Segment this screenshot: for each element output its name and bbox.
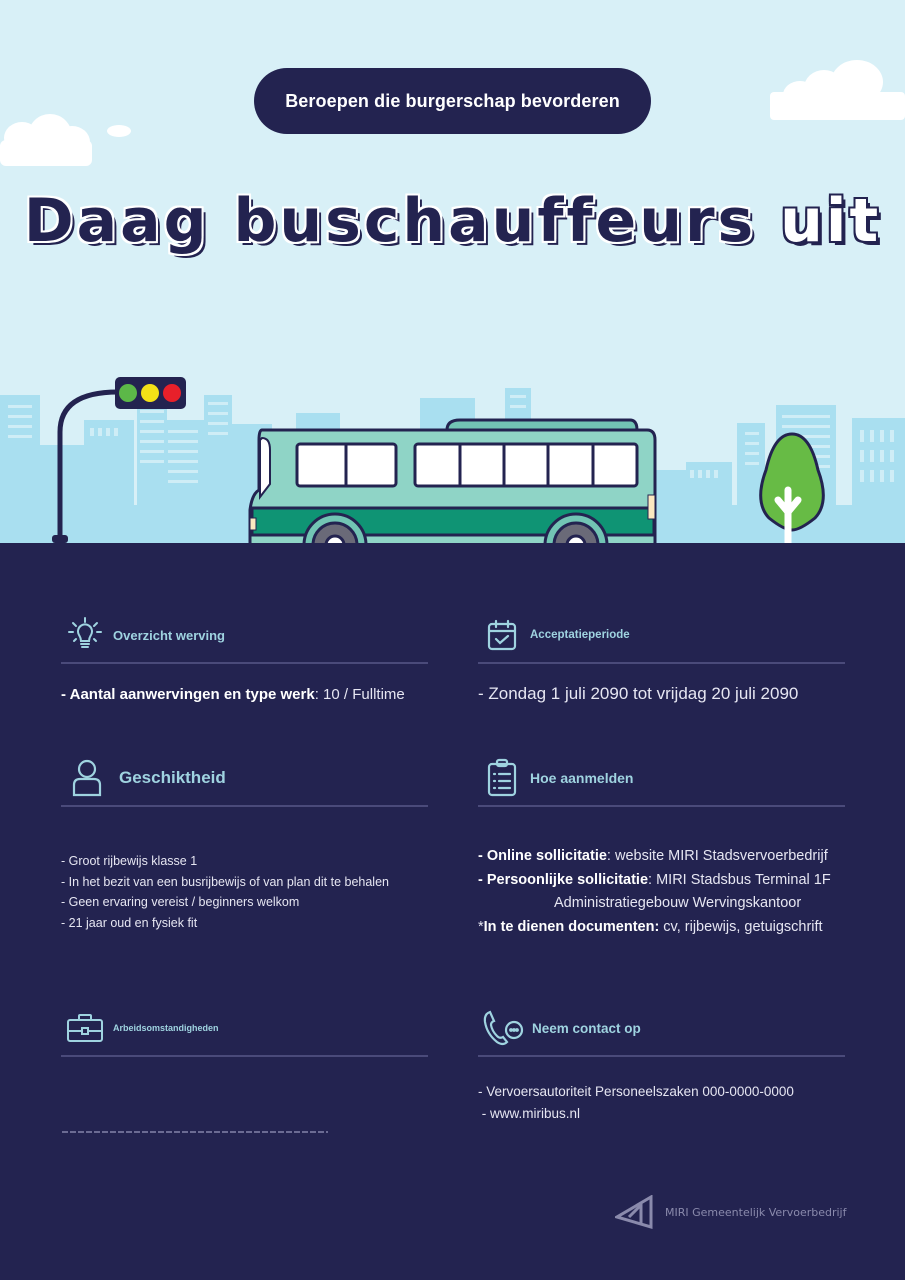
page-title <box>0 186 905 256</box>
divider <box>61 662 428 664</box>
title-main: Daag buschauffeurs <box>23 186 781 256</box>
calendar-check-icon <box>482 615 522 655</box>
org-name: MIRI Gemeentelijk Vervoerbedrijf <box>665 1205 847 1219</box>
section-title: Neem contact op <box>532 1020 641 1036</box>
divider <box>478 1055 845 1057</box>
divider <box>478 662 845 664</box>
list-item: - Geen ervaring vereist / beginners welkom <box>61 895 300 909</box>
title-highlight: uit <box>780 186 882 256</box>
section-neem-contact-op <box>478 1005 845 1124</box>
list-item: - 21 jaar oud en fysiek fit <box>61 915 198 930</box>
bus-icon <box>250 420 655 543</box>
section-title: Arbeidsomstandigheden <box>113 1023 219 1033</box>
divider <box>61 1055 428 1057</box>
section-overzicht-werving <box>61 612 428 703</box>
list-item: - Vervoersautoriteit Personeelszaken 000-0000-0000 <box>478 1084 794 1099</box>
list-item: - Groot rijbewijs klasse 1 <box>61 854 198 868</box>
section-acceptatieperiode <box>478 612 845 704</box>
sky-background <box>0 0 905 543</box>
list-item: - Zondag 1 juli 2090 tot vrijdag 20 juli 2090 <box>478 684 799 703</box>
footer-brand <box>615 1195 846 1229</box>
list-item: - Aantal aanwervingen en type werk: 10 / Fulltime <box>61 686 405 703</box>
section-title: Geschiktheid <box>119 768 226 787</box>
list-item: - Online sollicitatie: website MIRI Stadsvervoerbedrijf <box>478 848 828 864</box>
divider <box>478 805 845 807</box>
category-pill <box>254 68 651 134</box>
section-title: Acceptatieperiode <box>530 629 630 641</box>
fineprint-text <box>62 1131 328 1133</box>
section-arbeidsomstandigheden <box>61 1005 428 1057</box>
list-item: Administratiegebouw Wervingskantoor <box>554 895 802 911</box>
briefcase-icon <box>65 1008 105 1048</box>
section-title: Overzicht werving <box>113 627 225 643</box>
clipboard-list-icon <box>482 758 522 798</box>
list-item: - Persoonlijke sollicitatie: MIRI Stadsbus Terminal 1F <box>478 871 831 888</box>
list-item: - In het bezit van een busrijbewijs of van plan dit te behalen <box>61 874 389 889</box>
list-item: *In te dienen documenten: cv, rijbewijs, getuigschrift <box>478 918 823 935</box>
section-hoe-aanmelden <box>478 755 845 939</box>
divider <box>61 805 428 807</box>
website-link[interactable]: - www.miribus.nl <box>478 1105 581 1121</box>
phone-chat-icon <box>480 1008 526 1048</box>
person-icon <box>67 758 107 798</box>
miri-logo-icon <box>615 1195 653 1229</box>
section-title: Hoe aanmelden <box>530 770 634 786</box>
lightbulb-icon <box>65 615 105 655</box>
pill-label: Beroepen die burgerschap bevorderen <box>285 90 620 111</box>
section-geschiktheid <box>61 755 428 933</box>
